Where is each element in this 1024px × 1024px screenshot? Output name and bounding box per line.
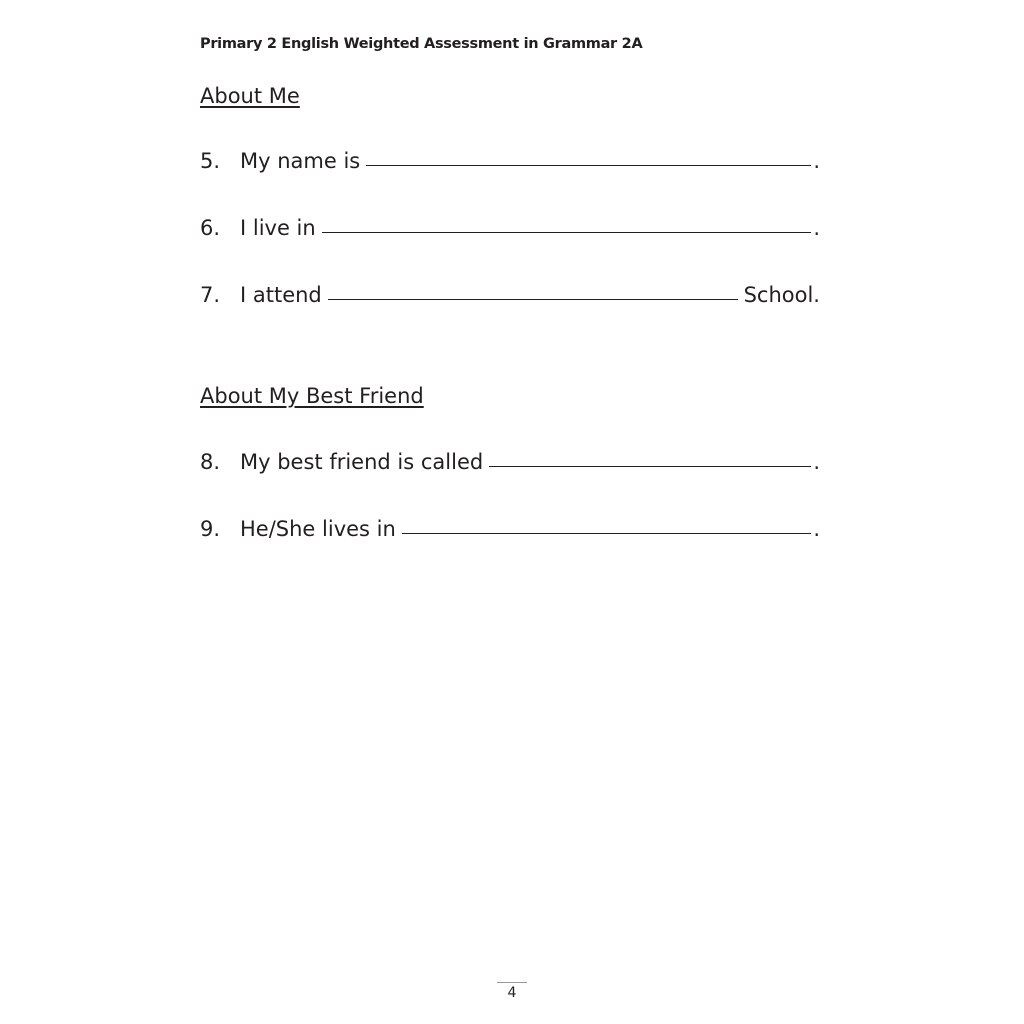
question-9 (200, 517, 820, 541)
question-number: 5. (200, 149, 221, 173)
section-title-about-best-friend: About My Best Friend (200, 384, 424, 408)
question-prompt: My best friend is called (240, 450, 484, 474)
question-7 (200, 283, 820, 307)
question-prompt: My name is (240, 149, 361, 173)
question-6 (200, 216, 820, 240)
page-header: Primary 2 English Weighted Assessment in Grammar 2A (200, 36, 643, 52)
answer-blank-name[interactable] (366, 164, 811, 166)
question-ending: . (813, 149, 820, 173)
question-8 (200, 450, 820, 474)
question-number: 9. (200, 517, 221, 541)
page-number: 4 (507, 985, 517, 1001)
page-number-divider (497, 982, 527, 983)
question-ending: . (813, 517, 820, 541)
answer-blank-home[interactable] (322, 231, 812, 233)
answer-blank-school[interactable] (328, 298, 738, 300)
question-prompt: I attend (240, 283, 322, 307)
question-number: 8. (200, 450, 221, 474)
answer-blank-friend-name[interactable] (489, 465, 811, 467)
question-prompt: He/She lives in (240, 517, 396, 541)
answer-blank-friend-home[interactable] (402, 532, 812, 534)
section-title-about-me: About Me (200, 84, 300, 108)
question-ending: . (813, 450, 820, 474)
question-number: 7. (200, 283, 221, 307)
question-5 (200, 149, 820, 173)
question-ending: School. (743, 283, 820, 307)
question-prompt: I live in (240, 216, 316, 240)
question-ending: . (813, 216, 820, 240)
question-number: 6. (200, 216, 221, 240)
